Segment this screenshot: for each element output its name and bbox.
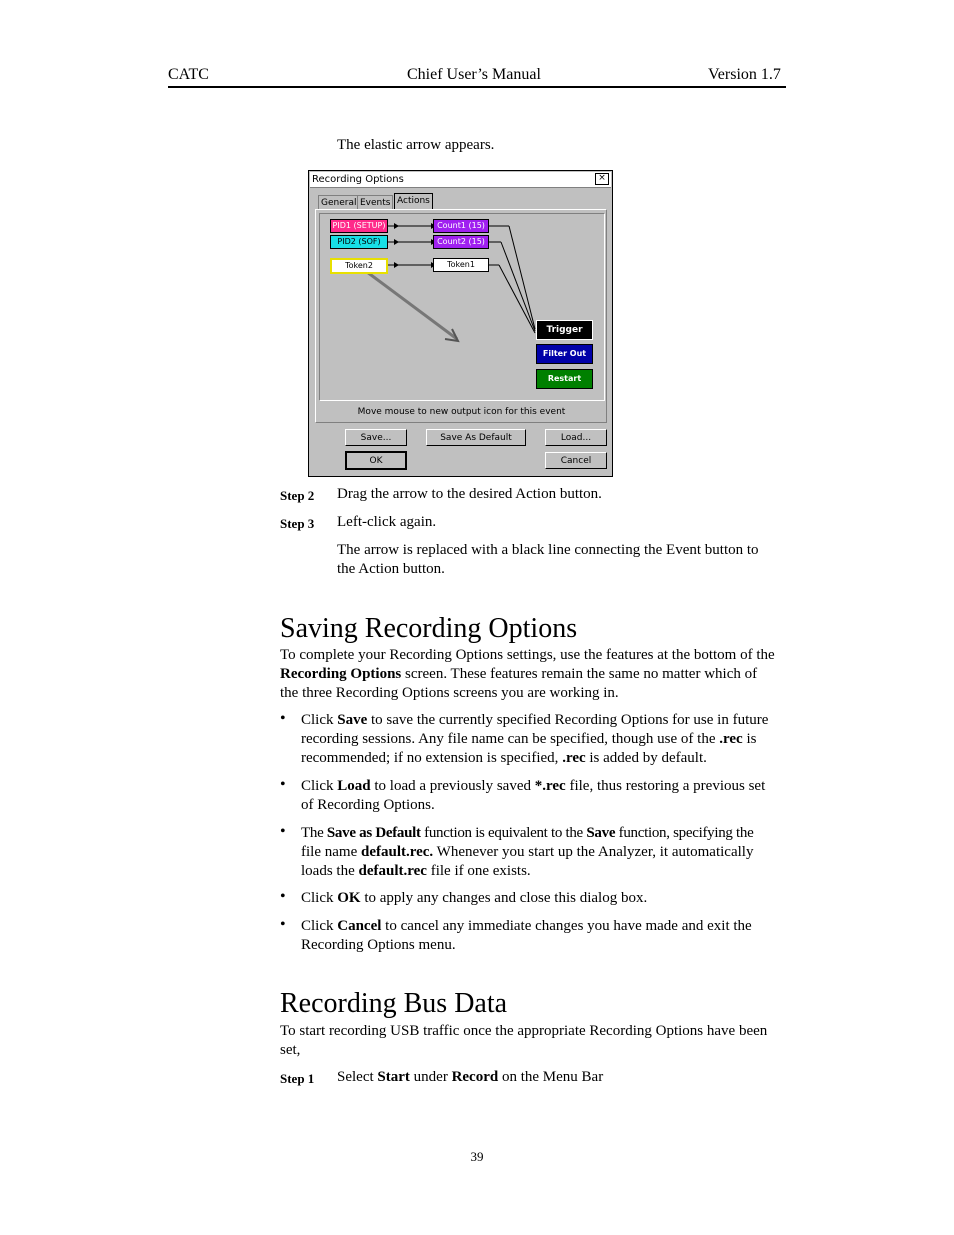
step-1-text: Select Start under Record on the Menu Bar [337,1069,604,1085]
step-3-text: Left-click again. [337,514,437,530]
step-3-detail-line-2: the Action button. [337,561,445,577]
bullet-load-line-1: Click Load to load a previously saved *.rec file, thus restoring a previous set [301,778,766,794]
step-3-label: Step 3 [280,516,315,531]
header-title: Chief User’s Manual [407,66,541,83]
save-button[interactable]: Save... [345,429,407,446]
intro-text: The elastic arrow appears. [337,137,495,153]
node-count2[interactable]: Count2 (15) [433,235,489,249]
bullet-save-line-1: Click Save to save the currently specified Recording Options for use in future [301,712,769,728]
node-pid1[interactable]: PID1 (SETUP) [330,219,388,233]
section-title-recording: Recording Bus Data [280,988,508,1019]
node-count1[interactable]: Count1 (15) [433,219,489,233]
section-title-saving: Saving Recording Options [280,613,578,644]
save-as-default-button[interactable]: Save As Default [426,429,526,446]
bullet-default-line-2: file name default.rec. Whenever you start up the Analyzer, it automatically [301,844,754,860]
action-restart-button[interactable]: Restart [536,369,593,389]
bullet-marker: • [280,710,286,727]
bullet-marker: • [280,888,286,905]
bullet-marker: • [280,916,286,933]
header-version: Version 1.7 [708,66,781,83]
header-rule [168,86,786,88]
bullet-default-line-3: loads the default.rec file if one exists. [301,863,531,879]
close-icon[interactable]: × [595,173,609,185]
dialog-title: Recording Options [310,172,611,188]
saving-intro-line-1: To complete your Recording Options settings, use the features at the bottom of the [280,647,775,663]
load-button[interactable]: Load... [545,429,607,446]
tab-events[interactable]: Events [357,195,393,210]
step-3-detail-line-1: The arrow is replaced with a black line connecting the Event button to [337,542,759,558]
elastic-arrow [367,272,457,339]
header-left: CATC [168,66,209,83]
node-token1[interactable]: Token1 [433,258,489,272]
page-number: 39 [470,1149,484,1164]
step-1-label: Step 1 [280,1071,315,1086]
bullet-marker: • [280,823,286,840]
node-token2[interactable]: Token2 [330,258,388,274]
recording-options-dialog [308,170,613,477]
saving-intro-line-3: the three Recording Options screens you are working in. [280,685,619,701]
node-pid2[interactable]: PID2 (SOF) [330,235,388,249]
bullet-save-line-3: recommended; if no extension is specified, .rec is added by default. [301,750,707,766]
tab-actions[interactable]: Actions [394,193,433,210]
action-trigger-button[interactable]: Trigger [536,320,593,340]
bullet-cancel-line-2: Recording Options menu. [301,937,456,953]
tab-general[interactable]: General [318,195,359,210]
bullet-default-line-1: The Save as Default function is equivalent to the Save function, specifying the [301,825,754,841]
action-filter-out-button[interactable]: Filter Out [536,344,593,364]
recording-intro-line-1: To start recording USB traffic once the appropriate Recording Options have been [280,1023,768,1039]
dialog-status-text: Move mouse to new output icon for this event [357,407,566,417]
bullet-load-line-2: of Recording Options. [301,797,435,813]
step-2-label: Step 2 [280,488,315,503]
bullet-marker: • [280,776,286,793]
bullet-save-line-2: recording sessions. Any file name can be specified, though use of the .rec is [301,731,757,747]
ok-button[interactable]: OK [346,452,406,469]
recording-intro-line-2: set, [280,1042,301,1058]
cancel-button[interactable]: Cancel [545,452,607,469]
saving-intro-line-2: Recording Options screen. These features remain the same no matter which of [280,666,758,682]
bullet-ok-line-1: Click OK to apply any changes and close this dialog box. [301,890,648,906]
step-2-text: Drag the arrow to the desired Action button. [337,486,602,502]
bullet-cancel-line-1: Click Cancel to cancel any immediate changes you have made and exit the [301,918,752,934]
